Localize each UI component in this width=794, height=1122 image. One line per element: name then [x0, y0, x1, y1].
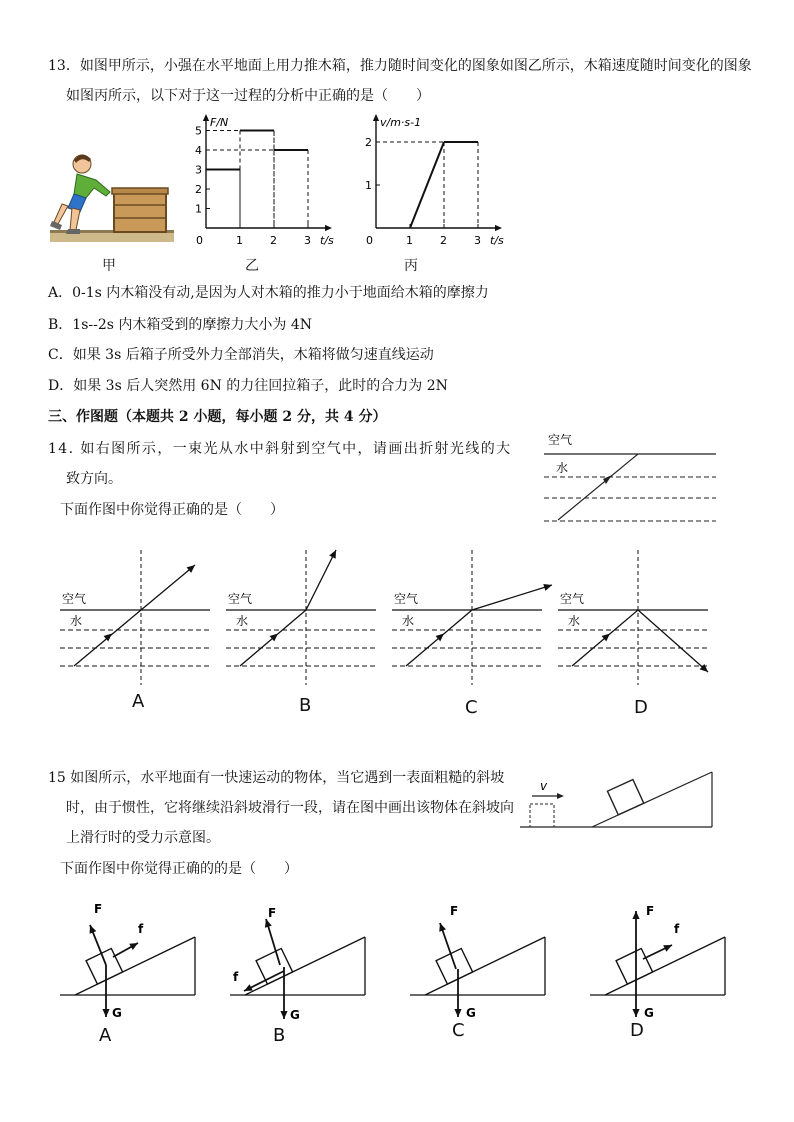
force-F-arrow-head	[265, 919, 272, 928]
friction-f-label: f	[233, 970, 239, 984]
force-F-label: F	[268, 906, 277, 920]
f-chart-xtick-3: 3	[304, 234, 311, 247]
gravity-G-arrow-head	[632, 1009, 639, 1017]
gravity-G-arrow-head	[102, 1009, 109, 1017]
q15-option-c-label: C	[452, 1020, 465, 1041]
block	[256, 948, 293, 984]
v-chart-xtick-3: 3	[474, 234, 481, 247]
gravity-G-arrow-head	[454, 1009, 461, 1017]
q13-option-a: A．0-1s 内木箱没有动,是因为人对木箱的推力小于地面给木箱的摩擦力	[48, 285, 489, 301]
block-body	[616, 948, 653, 984]
q14-option-d-label: D	[634, 697, 648, 718]
force-F-arrow-head	[632, 911, 639, 919]
q15-line4: 下面作图中你觉得正确的的是（ ）	[60, 861, 298, 877]
velocity-label: v	[540, 779, 548, 793]
f-chart-ytick-2: 2	[195, 183, 202, 196]
q15-option-d-figure	[590, 895, 740, 1025]
force-F-label: F	[94, 902, 103, 916]
gravity-G-arrow-head	[280, 1011, 287, 1019]
chart-velocity-time	[360, 110, 510, 260]
figure-label-bing: 丙	[404, 258, 418, 274]
chart-force-time	[190, 110, 340, 260]
q15-line3: 上滑行时的受力示意图。	[66, 830, 220, 846]
q15-reference-figure	[518, 768, 718, 832]
v-chart-xtick-0: 0	[366, 234, 373, 247]
water-label: 水	[556, 461, 569, 475]
refracted-ray-head	[543, 584, 552, 591]
f-chart-ytick-5: 5	[195, 124, 202, 138]
f-chart-xlabel: t/s	[320, 234, 334, 247]
q15-line2: 时，由于惯性，它将继续沿斜坡滑行一段，请在图中画出该物体在斜坡向	[66, 800, 514, 816]
refracted-ray	[638, 610, 708, 672]
v-chart-xlabel: t/s	[490, 234, 504, 247]
gravity-G-label: G	[290, 1008, 300, 1022]
air-label: 空气	[560, 592, 585, 606]
q13-option-d: D．如果 3s 后人突然用 6N 的力往回拉箱子，此时的合力为 2N	[48, 378, 448, 394]
gravity-G-label: G	[112, 1006, 122, 1020]
q15-option-d-label: D	[630, 1020, 644, 1041]
f-chart-ytick-1: 1	[195, 202, 202, 216]
q14-option-a-figure	[60, 545, 215, 695]
water-label: 水	[402, 614, 415, 628]
air-label: 空气	[548, 433, 573, 447]
friction-f-label: f	[138, 922, 144, 936]
q13-option-c: C．如果 3s 后箱子所受外力全部消失，木箱将做匀速直线运动	[48, 347, 434, 363]
refracted-ray	[306, 550, 336, 610]
air-label: 空气	[62, 592, 87, 606]
f-chart-ylabel: F/N	[210, 116, 229, 129]
q14-option-c-label: C	[465, 697, 478, 718]
block	[616, 948, 653, 984]
section-3-title: 三、作图题（本题共 2 小题，每小题 2 分，共 4 分）	[48, 409, 387, 425]
water-label: 水	[236, 614, 249, 628]
v-chart-xtick-2: 2	[440, 234, 447, 247]
q14-line1: 14. 如右图所示，一束光从水中斜射到空气中，请画出折射光线的大	[48, 441, 512, 457]
q15-option-a-figure	[60, 895, 210, 1025]
q14-reference-figure	[540, 430, 720, 530]
q13-line1: 13．如图甲所示，小强在水平地面上用力推木箱，推力随时间变化的图象如图乙所示，木箱速度随时间变化的图象	[48, 58, 752, 74]
figure-label-yi: 乙	[245, 258, 259, 274]
force-F-label: F	[450, 904, 459, 918]
f-chart-x-axis-arrow	[325, 225, 332, 231]
f-chart-xtick-2: 2	[270, 234, 277, 247]
q15-option-b-label: B	[273, 1025, 286, 1046]
gravity-G-label: G	[644, 1006, 654, 1020]
friction-f-label: f	[674, 922, 680, 936]
v-chart-y-axis-arrow	[373, 114, 379, 121]
v-chart-xtick-1: 1	[406, 234, 413, 247]
q15-line1: 15 如图所示，水平地面有一快速运动的物体，当它遇到一表面粗糙的斜坡	[48, 770, 505, 786]
air-label: 空气	[394, 592, 419, 606]
water-label: 水	[70, 614, 83, 628]
boy-pushing-box-illustration	[50, 150, 180, 245]
f-chart-xtick-0: 0	[196, 234, 203, 247]
q14-option-d-figure	[558, 545, 718, 695]
figure-label-jia: 甲	[102, 258, 116, 274]
q13-option-b: B．1s--2s 内木箱受到的摩擦力大小为 4N	[48, 317, 312, 333]
refracted-ray	[472, 585, 552, 610]
v-chart-ytick-1: 1	[365, 179, 372, 192]
q14-line3: 下面作图中你觉得正确的是（ ）	[60, 502, 284, 518]
q15-option-b-figure	[230, 895, 380, 1025]
f-chart-y-axis-arrow	[203, 114, 209, 121]
v-chart-segment-0	[410, 142, 444, 228]
q14-line2: 致方向。	[66, 471, 122, 487]
q15-option-c-figure	[410, 895, 560, 1025]
v-chart-ylabel: v/m·s-1	[380, 116, 422, 129]
q14-option-c-figure	[392, 545, 552, 695]
refracted-ray	[141, 565, 195, 610]
v-chart-x-axis-arrow	[495, 225, 502, 231]
gravity-G-label: G	[466, 1006, 476, 1020]
f-chart-xtick-1: 1	[236, 234, 243, 247]
v-chart-ytick-2: 2	[365, 136, 372, 149]
q13-line2: 如图丙所示，以下对于这一过程的分析中正确的是（ ）	[66, 88, 430, 104]
q15-option-a-label: A	[99, 1025, 112, 1046]
air-label: 空气	[228, 592, 253, 606]
block-body	[256, 948, 293, 984]
f-chart-ytick-4: 4	[195, 144, 202, 157]
q14-option-a-label: A	[132, 691, 145, 712]
q14-option-b-label: B	[299, 695, 312, 716]
force-F-label: F	[646, 904, 655, 918]
q14-option-b-figure	[226, 545, 381, 695]
force-F-arrow-head	[439, 923, 446, 932]
f-chart-ytick-3: 3	[195, 163, 202, 177]
water-label: 水	[568, 614, 581, 628]
